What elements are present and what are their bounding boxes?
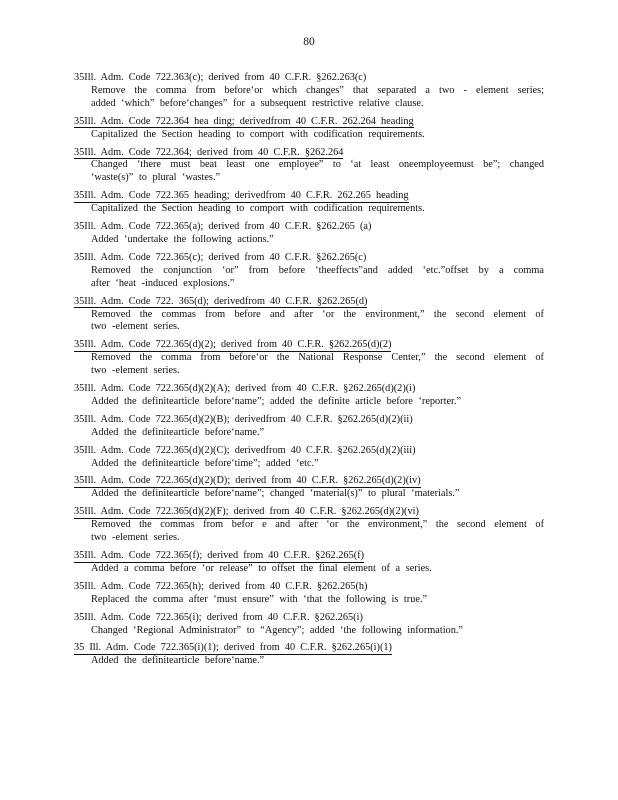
citation-heading: 35Ill. Adm. Code 722.364 hea ding; derivedfrom 40 C.F.R. 262.264 heading [74,115,414,127]
citation-heading: 35Ill. Adm. Code 722.364; derived from 40 C.F.R. §262.264 [74,146,344,158]
amendment-entry [74,252,544,291]
amendment-entry [74,116,544,142]
citation-heading: 35Ill. Adm. Code 722. 365(d); derivedfrom 40 C.F.R. §262.265(d) [74,295,368,307]
change-description-line: Added a comma before ‘or release” to offset the final element of a series. [91,562,432,574]
amendment-entry [74,445,544,471]
amendment-entry [74,581,544,607]
citation-heading: 35Ill. Adm. Code 722.365(d)(2)(B); derivedfrom 40 C.F.R. §262.265(d)(2)(ii) [74,413,413,425]
change-description-line: two -element series. [91,365,180,377]
citation-heading: 35Ill. Adm. Code 722.365(i); derived from 40 C.F.R. §262.265(i) [74,611,363,623]
citation-heading: 35Ill. Adm. Code 722.365(d)(2)(F); derived from 40 C.F.R. §262.265(d)(2)(vi) [74,506,419,518]
amendment-list [74,72,544,673]
change-description-line: Added the definitearticle before‘name.” [91,655,265,667]
change-description-line: Capitalized the Section heading to comport with codification requirements. [91,128,425,140]
citation-heading: 35Ill. Adm. Code 722.365(h); derived from 40 C.F.R. §262.265(h) [74,580,368,592]
change-description-line: Added ‘undertake the following actions.” [91,233,274,245]
change-description-line: Added the definitearticle before‘name”; added the definite article before ‘reporter.” [91,395,462,407]
amendment-entry [74,147,544,186]
change-description-line: Added the definitearticle before‘name”; changed ‘material(s)” to plural ‘materials.” [91,488,460,500]
citation-heading: 35Ill. Adm. Code 722.365(d)(2)(C); derivedfrom 40 C.F.R. §262.265(d)(2)(iii) [74,444,416,456]
amendment-entry [74,506,544,545]
amendment-entry [74,296,544,335]
citation-heading: 35Ill. Adm. Code 722.363(c); derived from 40 C.F.R. §262.263(c) [74,72,367,83]
change-description-line: Removed the conjunction ‘or” from before ‘theeffects”and added ‘etc.”offset by a comma [91,264,544,276]
change-description-line: Added the definitearticle before‘time”; added ‘etc.” [91,457,319,469]
citation-heading: 35Ill. Adm. Code 722.365(c); derived from 40 C.F.R. §262.265(c) [74,251,367,263]
change-description-line: Added the definitearticle before‘name.” [91,426,265,438]
amendment-entry [74,72,544,111]
citation-heading: 35Ill. Adm. Code 722.365(f); derived from 40 C.F.R. §262.265(f) [74,550,365,561]
amendment-entry [74,475,544,501]
change-description-line: Changed ‘there must beat least one employee” to ‘at least oneemployeemust be”; changed [91,159,544,171]
change-description-line: Remove the comma from before‘or which changes” that separated a two - element series; [91,84,544,96]
change-description-line: Removed the commas from before and after ‘or the environment,” the second element of [91,308,544,320]
change-description-line: Capitalized the Section heading to comport with codification requirements. [91,203,425,215]
change-description-line: added ‘which” before‘changes” for a subsequent restrictive relative clause. [91,97,424,109]
change-description-line: Removed the commas from befor e and after ‘or the environment,” the second element of [91,519,544,531]
amendment-entry [74,414,544,440]
amendment-entry [74,190,544,216]
change-description-line: ‘waste(s)” to plural ‘wastes.” [91,172,221,184]
change-description-line: Replaced the comma after ‘must ensure” with ‘that the following is true.” [91,593,428,605]
amendment-entry [74,550,544,576]
amendment-entry [74,339,544,378]
change-description-line: two -element series. [91,532,180,544]
citation-heading: 35Ill. Adm. Code 722.365(d)(2)(A); derived from 40 C.F.R. §262.265(d)(2)(i) [74,383,416,395]
citation-heading: 35Ill. Adm. Code 722.365(d)(2)(D); derived from 40 C.F.R. §262.265(d)(2)(iv) [74,475,421,487]
citation-heading: 35Ill. Adm. Code 722.365(a); derived from 40 C.F.R. §262.265 (a) [74,221,372,233]
citation-heading: 35Ill. Adm. Code 722.365 heading; derivedfrom 40 C.F.R. 262.265 heading [74,190,409,202]
change-description-line: Changed ‘Regional Administrator” to “Agency”; added ‘the following information.” [91,624,463,636]
amendment-entry [74,383,544,409]
amendment-entry [74,221,544,247]
page-number: 80 [303,36,315,48]
change-description-line: after ‘heat -induced explosions.” [91,277,235,289]
citation-heading: 35Ill. Adm. Code 722.365(d)(2); derived from 40 C.F.R. §262.265(d)(2) [74,339,392,351]
amendment-entry [74,612,544,638]
citation-heading: 35 Ill. Adm. Code 722.365(i)(1); derived from 40 C.F.R. §262.265(i)(1) [74,642,392,654]
change-description-line: two -element series. [91,321,180,333]
amendment-entry [74,642,544,668]
change-description-line: Removed the comma from before‘or the National Response Center,” the second element of [91,352,544,364]
